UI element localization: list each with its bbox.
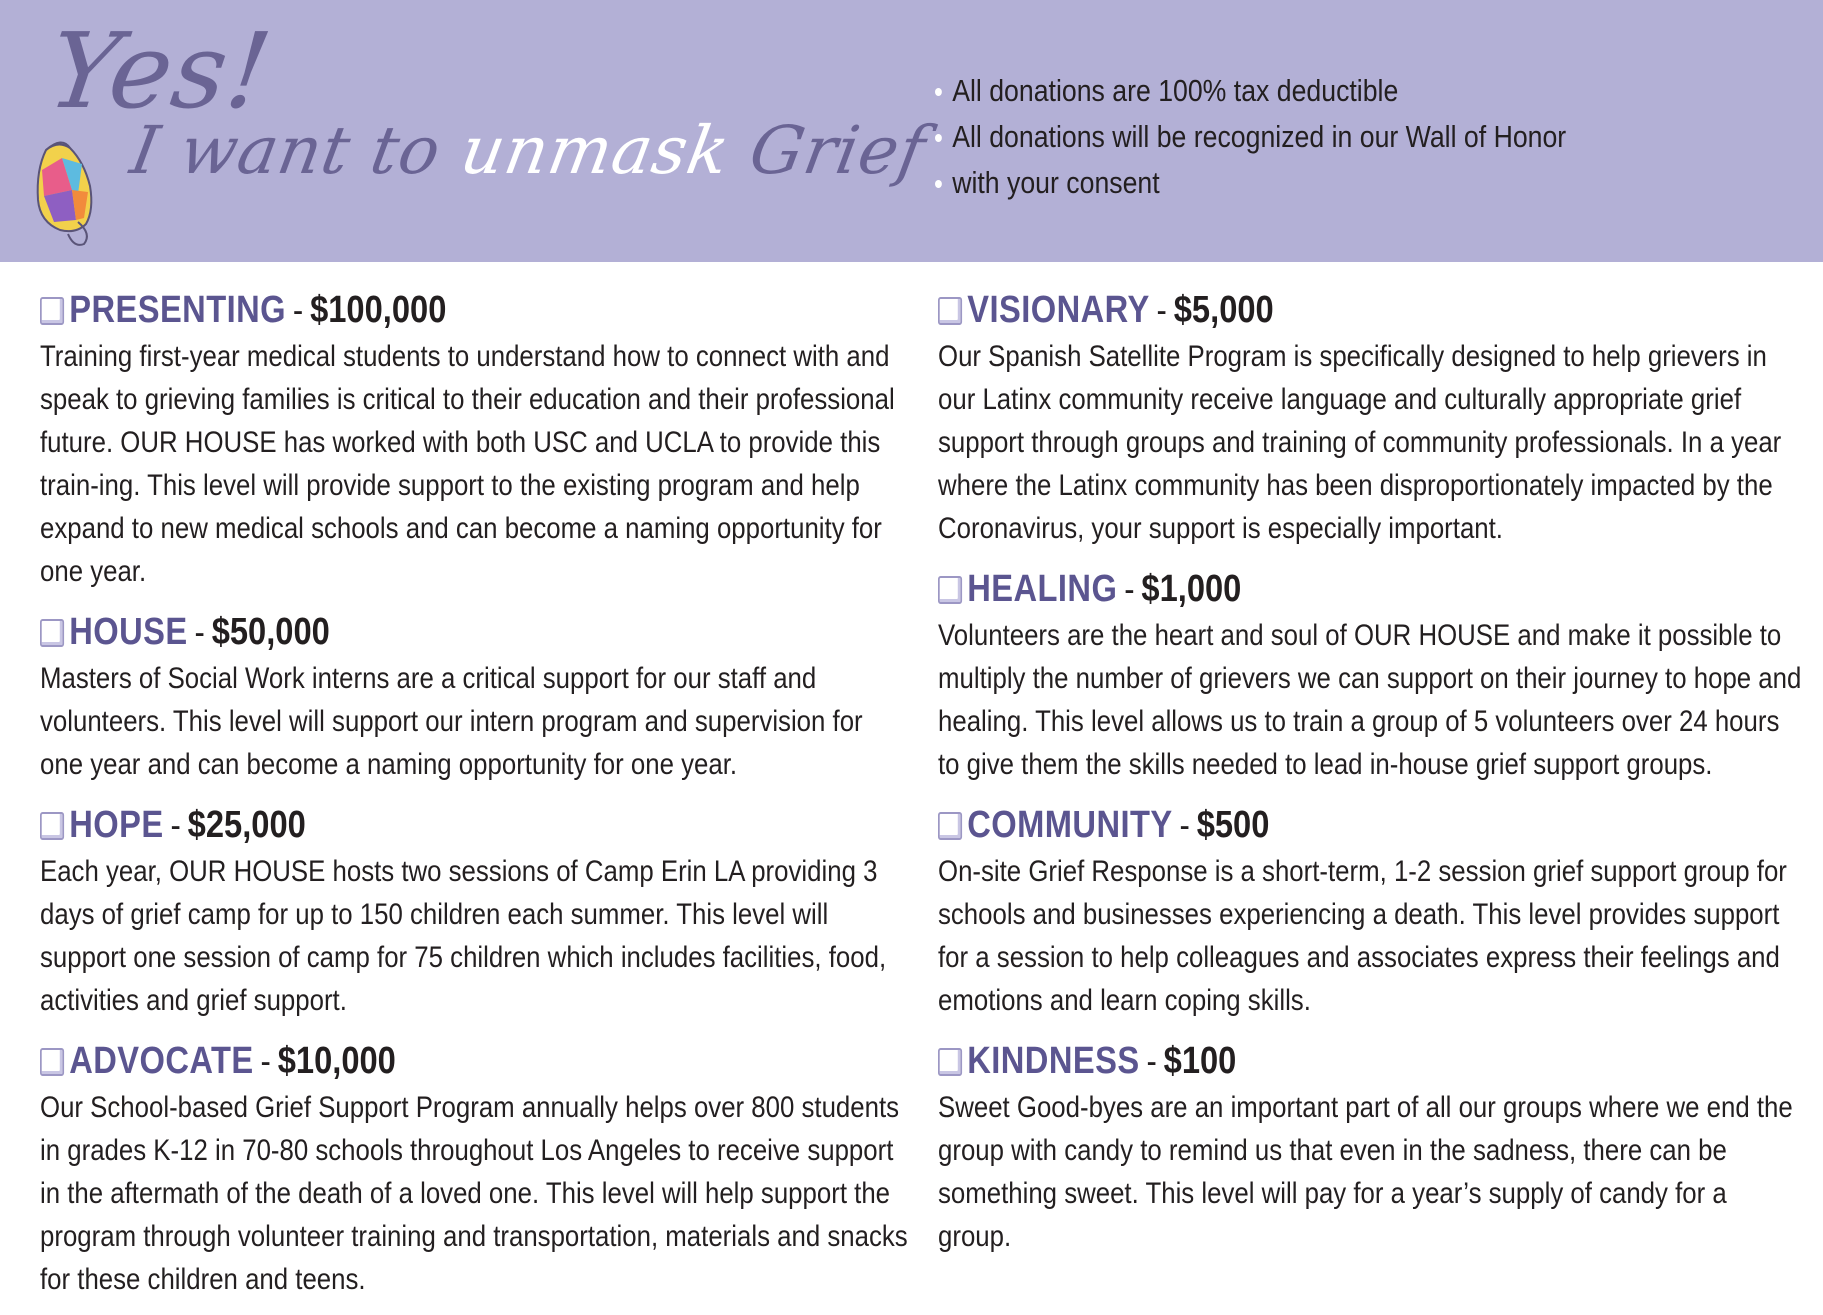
checkbox-advocate[interactable] [40, 1048, 64, 1076]
level-description: Our Spanish Satellite Program is specifically designed to help grievers in our Latinx community receive language and culturally appropriate grief support through groups and training of community professionals. In a year where the Latinx community has been disproportionately impacted by the Coronavirus, your support is especially important. [938, 340, 1782, 545]
checkbox-community[interactable] [938, 812, 962, 840]
header-band [0, 0, 1823, 262]
level-name: KINDNESS [967, 1039, 1140, 1082]
tagline-unmask: unmask [455, 112, 736, 189]
checkbox-kindness[interactable] [938, 1048, 962, 1076]
level-separator: - [260, 1040, 271, 1081]
yes-heading: Yes! [41, 10, 279, 132]
level-description: Training first-year medical students to understand how to connect with and speak to grieving families is critical to their education and their professional future. OUR HOUSE has worked with both USC and UCLA to provide this train-ing. This level will provide support to the existing program and help expand to new medical schools and can become a naming opportunity for one year. [40, 340, 895, 588]
note-wall-of-honor: All donations will be recognized in our Wall of Honor [935, 114, 1566, 160]
checkbox-presenting[interactable] [40, 297, 64, 325]
level-advocate [40, 1036, 910, 1301]
level-name: COMMUNITY [967, 803, 1173, 846]
level-amount: $5,000 [1173, 288, 1274, 331]
level-description: On-site Grief Response is a short-term, 1-2 session grief support group for schools and businesses experiencing a death. This level provides support for a session to help colleagues and associates express their feelings and emotions and learn coping skills. [938, 855, 1787, 1017]
level-amount: $100 [1163, 1039, 1237, 1082]
level-presenting [40, 285, 910, 593]
level-heading [40, 1036, 788, 1086]
level-heading [40, 607, 788, 657]
level-name: HOUSE [69, 610, 188, 653]
level-amount: $500 [1196, 803, 1270, 846]
level-description: Masters of Social Work interns are a critical support for our staff and volunteers. This level will support our intern program and supervision for one year and can become a naming opportunity for one year. [40, 662, 863, 781]
level-community [938, 800, 1808, 1022]
tagline [125, 112, 931, 189]
level-separator: - [1146, 1040, 1157, 1081]
level-visionary [938, 285, 1808, 550]
level-description: Each year, OUR HOUSE hosts two sessions of Camp Erin LA providing 3 days of grief camp for up to 150 children each summer. This level will support one session of camp for 75 children which includes facilities, food, activities and grief support. [40, 855, 887, 1017]
checkbox-house[interactable] [40, 619, 64, 647]
level-kindness [938, 1036, 1808, 1258]
level-amount: $50,000 [211, 610, 330, 653]
level-separator: - [292, 289, 304, 330]
tagline-part1: I want to [125, 112, 469, 189]
level-separator: - [1179, 804, 1190, 845]
level-name: HOPE [69, 803, 164, 846]
note-consent: with your consent [935, 160, 1566, 206]
level-heading [40, 800, 788, 850]
level-amount: $100,000 [310, 288, 447, 331]
level-heading [40, 285, 788, 335]
checkbox-visionary[interactable] [938, 297, 962, 325]
level-description: Volunteers are the heart and soul of OUR HOUSE and make it possible to multiply the number of grievers we can support on their journey to hope and healing. This level allows us to train a group of 5 volunteers over 24 hours to give them the skills needed to lead in-house grief support groups. [938, 619, 1802, 781]
level-healing [938, 564, 1808, 786]
level-amount: $10,000 [277, 1039, 396, 1082]
level-amount: $1,000 [1141, 567, 1242, 610]
level-amount: $25,000 [187, 803, 306, 846]
level-separator: - [1124, 568, 1135, 609]
note-tax-deductible: All donations are 100% tax deductible [935, 68, 1566, 114]
level-hope [40, 800, 910, 1022]
left-column [40, 285, 910, 1315]
level-separator: - [170, 804, 181, 845]
level-heading [938, 800, 1686, 850]
level-description: Our School-based Grief Support Program annually helps over 800 students in grades K-12 in 70-80 schools throughout Los Angeles to receive support in the aftermath of the death of a loved one. This level will help support the program through volunteer training and transportation, materials and snacks for these children and teens. [40, 1091, 908, 1296]
level-name: VISIONARY [967, 288, 1150, 331]
level-heading [938, 564, 1686, 614]
level-separator: - [1156, 289, 1167, 330]
mask-icon [32, 130, 104, 250]
donation-notes-list [935, 68, 1669, 206]
level-name: PRESENTING [69, 288, 287, 331]
checkbox-hope[interactable] [40, 812, 64, 840]
level-heading [938, 1036, 1686, 1086]
level-name: HEALING [967, 567, 1118, 610]
tagline-part3: Grief [722, 112, 932, 189]
level-separator: - [194, 611, 205, 652]
level-heading [938, 285, 1686, 335]
right-column [938, 285, 1808, 1272]
level-house [40, 607, 910, 786]
level-name: ADVOCATE [69, 1039, 254, 1082]
checkbox-healing[interactable] [938, 576, 962, 604]
level-description: Sweet Good-byes are an important part of all our groups where we end the group with candy to remind us that even in the sadness, there can be something sweet. This level will pay for a year’s supply of candy for a group. [938, 1091, 1793, 1253]
